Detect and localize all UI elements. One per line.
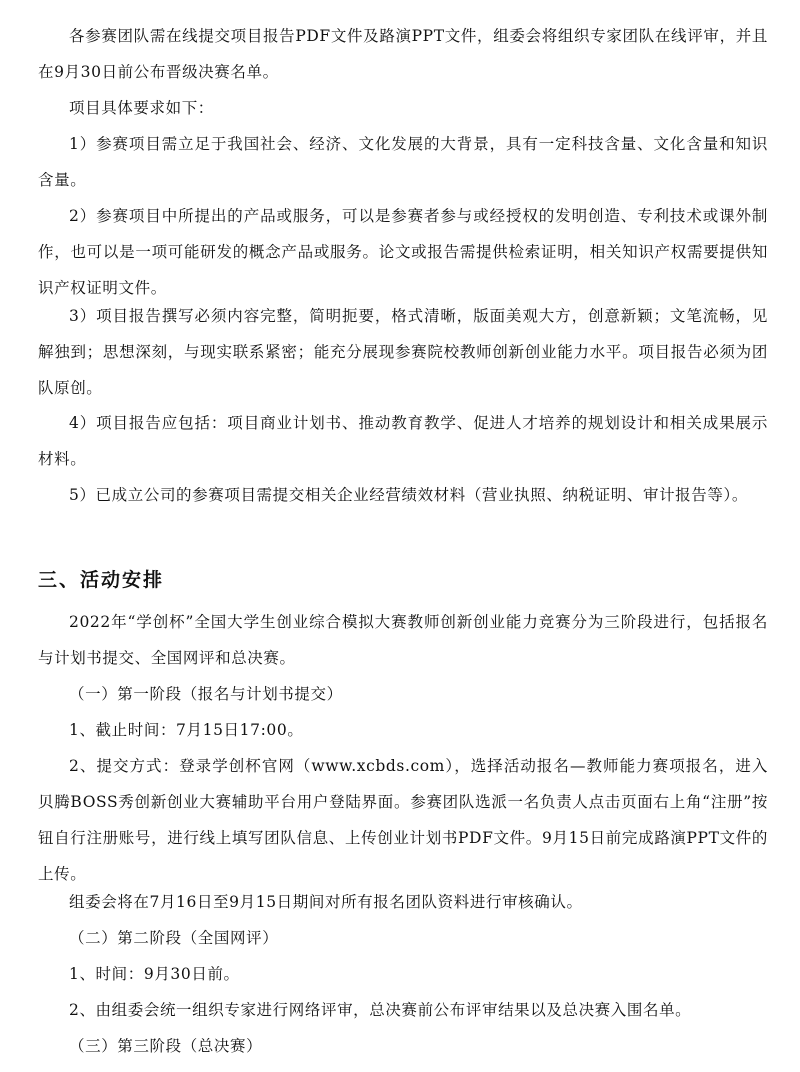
paragraph-requirement-2: 2）参赛项目中所提出的产品或服务，可以是参赛者参与或经授权的发明创造、专利技术或课外制作，也可以是一项可能研发的概念产品或服务。论文或报告需提供检索证明，相关知识产权需要提供知识产权证明文件。 [38,207,768,297]
paragraph-requirement-5: 5）已成立公司的参赛项目需提交相关企业经营绩效材料（营业执照、纳税证明、审计报告等）。 [69,486,748,504]
paragraph-requirement-1: 1）参赛项目需立足于我国社会、经济、文化发展的大背景，具有一定科技含量、文化含量和知识含量。 [38,135,768,189]
paragraph-stage-3-title: （三）第三阶段（总决赛） [69,1037,263,1055]
paragraph-schedule-overview: 2022年“学创杯”全国大学生创业综合模拟大赛教师创新创业能力竞赛分为三阶段进行，包括报名与计划书提交、全国网评和总决赛。 [38,613,768,667]
paragraph-stage-2-time: 1、时间：9月30日前。 [69,965,240,983]
paragraph-requirement-4: 4）项目报告应包括：项目商业计划书、推动教育教学、促进人才培养的规划设计和相关成果展示材料。 [38,414,768,468]
section-heading: 三、活动安排 [38,569,165,591]
paragraph-review-period: 组委会将在7月16日至9月15日期间对所有报名团队资料进行审核确认。 [69,893,583,911]
paragraph-requirement-3: 3）项目报告撰写必须内容完整，简明扼要，格式清晰，版面美观大方，创意新颖；文笔流畅，见解独到；思想深刻，与现实联系紧密；能充分展现参赛院校教师创新创业能力水平。项目报告必须为团队原创。 [38,307,768,397]
paragraph-stage-1-deadline: 1、截止时间：7月15日17:00。 [69,721,304,739]
paragraph-stage-2-review: 2、由组委会统一组织专家进行网络评审，总决赛前公布评审结果以及总决赛入围名单。 [69,1001,692,1019]
paragraph-requirements-intro: 项目具体要求如下： [69,99,214,117]
paragraph-stage-1-method: 2、提交方式：登录学创杯官网（www.xcbds.com），选择活动报名—教师能力赛项报名，进入贝腾BOSS秀创新创业大赛辅助平台用户登陆界面。参赛团队选派一名负责人点击页面右上角“注册”按钮自行注册账号，进行线上填写团队信息、上传创业计划书PDF文件。9月15日前完成路演PPT文件的上传。 [38,757,768,883]
paragraph-stage-1-title: （一）第一阶段（报名与计划书提交） [69,685,343,703]
paragraph-stage-2-title: （二）第二阶段（全国网评） [69,929,279,947]
paragraph-submission: 各参赛团队需在线提交项目报告PDF文件及路演PPT文件，组委会将组织专家团队在线评审，并且在9月30日前公布晋级决赛名单。 [38,27,768,81]
